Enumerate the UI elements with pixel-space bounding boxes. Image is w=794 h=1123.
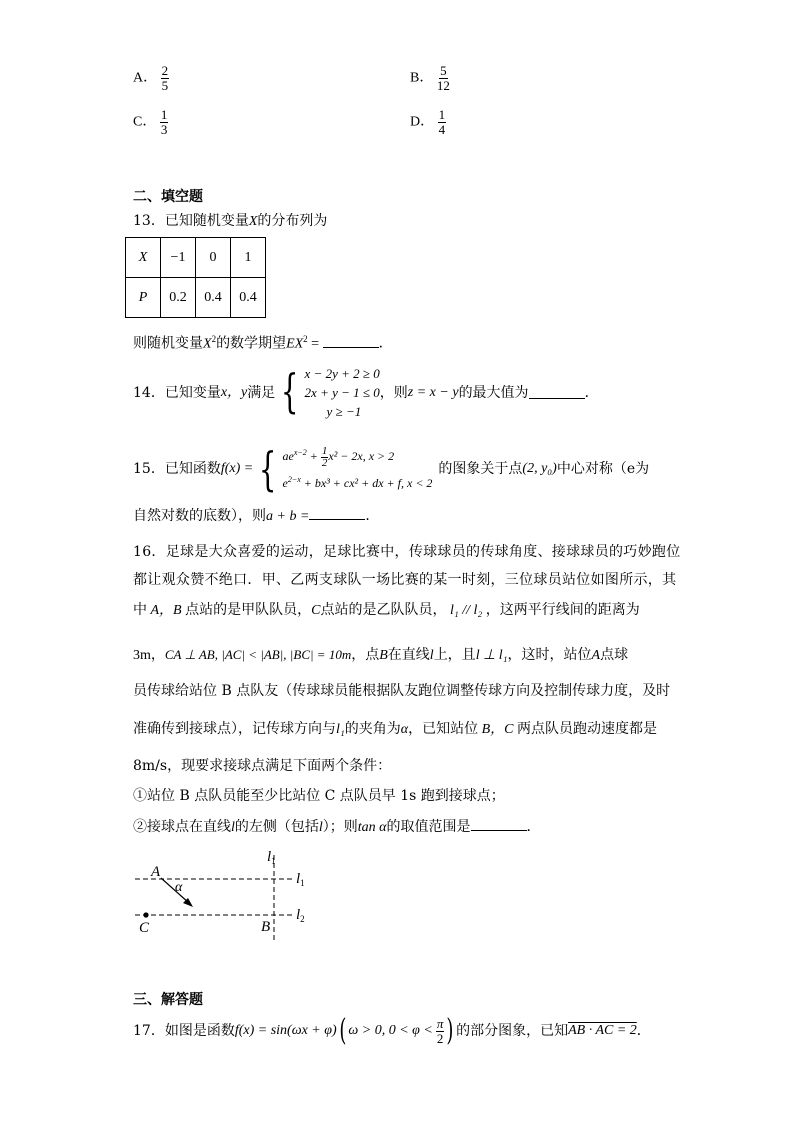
table-cell: −1: [161, 238, 196, 278]
option-a-fraction: [161, 64, 170, 93]
option-b-fraction: [437, 64, 450, 93]
q16-c2f: tan α: [357, 820, 387, 835]
table-cell: 0.4: [231, 278, 266, 318]
q16-c2a: ②接球点在直线: [133, 819, 231, 835]
q15-piece-2-base: e: [282, 475, 288, 490]
q16-line-5: 员传球给站位 B 点队友（传球球员能根据队友跑位调整传球方向及控制传球力度，及时: [133, 683, 671, 699]
option-c-letter: C．: [133, 114, 157, 130]
q15-stem: 15．已知函数: [133, 461, 221, 477]
option-b-numerator: 5: [440, 63, 447, 78]
q15-piece-1-mid: +: [306, 449, 321, 463]
table-cell: X: [126, 238, 161, 278]
q15-after: 的图象关于点: [438, 461, 523, 477]
q15-pieces: [282, 442, 432, 496]
q17-stem: 17．如图是函数: [133, 1023, 235, 1039]
q15-piece-1-base: ae: [282, 449, 294, 463]
q16-l3b: A，B: [147, 603, 186, 618]
q14-objective: z = x − y: [407, 384, 459, 400]
left-paren-icon: (: [339, 1013, 347, 1048]
q17-end: ．: [636, 1023, 651, 1039]
label-l2: [296, 907, 305, 924]
option-d-fraction: [438, 108, 447, 137]
table-row: [126, 238, 266, 278]
q16-line-7: 8m/s，现要求接球点满足下面两个条件：: [133, 758, 392, 774]
q13-follow-mid: 的数学期望: [216, 335, 287, 352]
q15-function: f(x) =: [220, 461, 254, 476]
table-cell: 0.2: [161, 278, 196, 318]
answer-blank[interactable]: [309, 507, 365, 520]
soccer-diagram: [125, 845, 325, 945]
q14-vars: x，y: [220, 384, 248, 400]
q15-piece-2-sup: 2−x: [287, 474, 301, 484]
q16-l6c: 的夹角为: [344, 721, 401, 737]
label-alpha: α: [175, 880, 183, 895]
q15-end: ．: [365, 508, 380, 524]
q15-piece-2: [282, 469, 432, 494]
q14-constraint-2: 2x + y − 1 ≤ 0: [304, 385, 380, 400]
q16-condition-1: ①站位 B 点队员能至少比站位 C 点队员早 1s 跑到接球点；: [133, 788, 505, 804]
q17-condition: ω > 0, 0 < φ <: [348, 1023, 433, 1038]
q15-line2-text: 自然对数的底数），则: [133, 508, 266, 524]
distribution-table: [125, 237, 266, 318]
option-b: [410, 64, 450, 93]
q16-l4e: 在直线: [387, 647, 430, 663]
right-paren-icon: ): [446, 1013, 454, 1048]
option-d-numerator: 1: [438, 107, 446, 122]
q15-piece-1: [282, 442, 432, 469]
q16-l4i: ，这时，站位: [507, 647, 592, 663]
q15-expr: a + b =: [266, 509, 310, 524]
q16-l6a: 准确传到接球点），记传球方向与: [133, 721, 336, 737]
section-title-fill-in: 二、填空题: [133, 189, 203, 205]
q14-constraint-system: [275, 364, 380, 421]
option-c-denominator: 3: [160, 122, 168, 137]
q16-l4d: B: [379, 648, 388, 663]
q13-stem-text: 13．已知随机变量: [133, 213, 249, 229]
q14-tail: 的最大值为: [458, 384, 529, 401]
q14-end: ．: [584, 384, 599, 401]
q16-l6g: 两点队员跑动速度都是: [517, 721, 658, 737]
q16-l4k: 点球: [600, 647, 629, 663]
label-l1-sub: 1: [300, 878, 305, 888]
q15-half-num: 1: [321, 444, 328, 457]
question-13-follow: [133, 329, 393, 355]
q13-follow-sup: 2: [211, 334, 217, 344]
q15-piece-1-tail: x² − 2x, x > 2: [328, 449, 395, 463]
point-c-dot: [143, 912, 148, 917]
q16-l3a: 中: [133, 602, 147, 618]
label-l-main: l: [267, 849, 272, 865]
q16-l4b: CA ⊥ AB, |AC| < |AB|, |BC| = 10m: [164, 647, 352, 662]
q16-l6b: l₁: [336, 722, 345, 737]
q17-tail: 的部分图象，已知: [456, 1023, 569, 1039]
q16-l4f: l: [429, 648, 434, 663]
table-cell: P: [126, 278, 161, 318]
question-15: [133, 442, 649, 496]
q13-stem-end: 的分布列为: [257, 213, 328, 229]
q16-line-1: 16．足球是大众喜爱的运动，足球比赛中，传球球员的传球角度、接球球员的巧妙跑位: [133, 544, 681, 560]
q14-then: ，则: [379, 384, 408, 401]
option-b-letter: B．: [410, 70, 434, 86]
q15-point: (2, y₀): [522, 461, 557, 476]
question-14: [133, 364, 599, 421]
q15-piece-1-sup: x−2: [293, 448, 307, 457]
q14-stem: 14．已知变量: [133, 384, 221, 401]
option-a: [133, 64, 169, 93]
q15-half-den: 2: [321, 456, 328, 469]
label-a: A: [151, 864, 161, 880]
option-d: [410, 108, 446, 137]
table-cell: 1: [231, 238, 266, 278]
q16-l6e: ，已知站位: [408, 721, 479, 737]
q16-condition-2: [133, 817, 541, 838]
q14-constraint-1: x − 2y + 2 ≥ 0: [304, 366, 380, 381]
q16-l4h: l ⊥ l₁: [475, 648, 508, 663]
q13-eq: =: [307, 336, 323, 352]
table-cell: 0: [196, 238, 231, 278]
q16-line-4: [133, 645, 628, 666]
label-l: [267, 849, 276, 866]
table-row: [126, 278, 266, 318]
q15-piece-2-tail: + bx³ + cx² + dx + f, x < 2: [300, 475, 433, 490]
option-d-denominator: 4: [438, 122, 446, 137]
q17-two: 2: [436, 1030, 444, 1046]
q13-end: ．: [378, 335, 393, 352]
q13-follow-var: X: [203, 336, 212, 352]
q13-follow-text: 则随机变量: [133, 335, 203, 352]
q16-l3g: ，这两平行线间的距离为: [485, 602, 640, 618]
option-c-numerator: 1: [160, 107, 168, 122]
q16-c2e: ）；则: [322, 819, 358, 835]
q14-satisfy: 满足: [247, 384, 276, 401]
q16-l4g: 上，且: [433, 647, 476, 663]
answer-blank[interactable]: [529, 386, 585, 399]
answer-blank[interactable]: [471, 818, 527, 831]
question-15-line2: [133, 506, 379, 527]
q16-l4c: ，点: [351, 647, 380, 663]
q16-l4a: 3m，: [133, 648, 165, 663]
option-a-denominator: 5: [161, 78, 169, 93]
q16-c2b: l: [231, 820, 235, 835]
q13-expr: EX: [286, 336, 304, 352]
question-13-stem: [133, 211, 327, 232]
label-b: B: [261, 919, 271, 935]
q16-l6f: B，C: [478, 722, 518, 737]
q16-line-2: 都让观众赞不绝口．甲、乙两支球队一场比赛的某一时刻，三位球员站位如图所示，其: [133, 572, 677, 588]
label-l-sub: 1: [271, 856, 276, 866]
q17-vector-product: AB · AC = 2: [568, 1023, 637, 1038]
q16-end: ．: [526, 819, 541, 835]
label-c: C: [139, 920, 150, 936]
q17-pi: π: [436, 1015, 444, 1031]
option-a-numerator: 2: [161, 63, 169, 78]
label-l2-sub: 2: [300, 914, 305, 924]
option-d-letter: D．: [410, 114, 435, 130]
table-cell: 0.4: [196, 278, 231, 318]
q16-c2g: 的取值范围是: [386, 819, 471, 835]
q14-constraint-3: y ≥ −1: [326, 404, 362, 419]
q13-expr-sup: 2: [303, 334, 308, 344]
left-brace-icon: {: [259, 442, 277, 496]
option-a-letter: A．: [133, 70, 158, 86]
question-17: [133, 1014, 651, 1048]
q16-line-3: [133, 600, 640, 621]
label-l1-main: l: [296, 871, 301, 887]
label-l2-main: l: [296, 907, 301, 923]
q15-piecewise: [253, 442, 432, 496]
q16-l3c: 点站的是甲队队员，: [185, 602, 312, 618]
q16-line-6: [133, 719, 657, 740]
answer-blank[interactable]: [323, 335, 379, 348]
q16-l6d: α: [400, 722, 409, 737]
label-l1: [296, 871, 305, 888]
q13-var: X: [248, 214, 258, 229]
q16-l4j: A: [591, 648, 601, 663]
left-brace-icon: {: [281, 364, 299, 418]
q17-function: f(x) = sin(ωx + φ): [234, 1023, 337, 1038]
option-b-denominator: 12: [436, 78, 450, 93]
q16-l3e: 点站的是乙队队员，: [320, 602, 447, 618]
q17-pi-half: [436, 1017, 445, 1046]
q16-l3d: C: [311, 603, 321, 618]
q16-c2d: l: [318, 820, 323, 835]
q16-l3f: l₁ // l₂: [446, 603, 486, 618]
section-title-solutions: 三、解答题: [133, 992, 203, 1008]
q16-c2c: 的左侧（包括: [234, 819, 319, 835]
q14-constraints: [305, 364, 380, 421]
option-c-fraction: [160, 108, 169, 137]
q15-after2: 中心对称（e为: [556, 461, 650, 477]
option-c: [133, 108, 168, 137]
